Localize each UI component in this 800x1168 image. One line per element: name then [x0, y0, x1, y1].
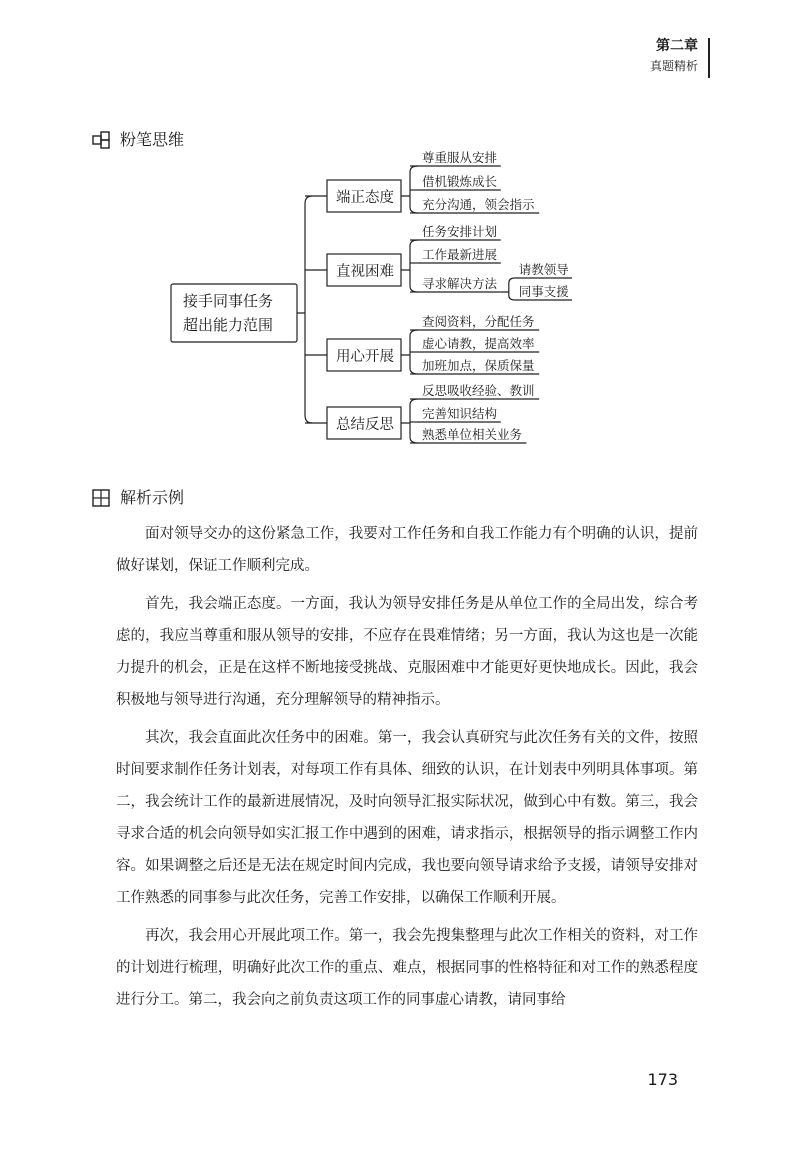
branch-node-label: 直视困难: [336, 264, 394, 280]
branch-node-label: 端正态度: [336, 190, 394, 206]
mindmap-title-text: 粉笔思维: [120, 130, 185, 149]
page-number: 173: [647, 1070, 678, 1089]
analysis-body: [116, 518, 698, 1022]
leaf-item: 工作最新进展: [422, 247, 498, 262]
mind-map-diagram: [0, 0, 800, 480]
root-node-line: 接手同事任务: [183, 292, 274, 310]
leaf-item: 虚心请教，提高效率: [422, 336, 535, 351]
branch-node-label: 用心开展: [336, 349, 394, 365]
leaf-item: 查阅资料，分配任务: [422, 314, 535, 329]
chapter-label: 第二章: [656, 38, 698, 54]
paragraph: 面对领导交办的这份紧急工作，我要对工作任务和自我工作能力有个明确的认识，提前做好谋划，保证工作顺利完成。: [116, 526, 698, 574]
paragraph: 首先，我会端正态度。一方面，我认为领导安排任务是从单位工作的全局出发，综合考虑的，我应当尊重和服从领导的安排，不应存在畏难情绪；另一方面，我认为这也是一次能力提升的机会，正是在这样不断地接受挑战、克服困难中才能更好更快地成长。因此，我会积极地与领导进行沟通，充分理解领导的精神指示。: [116, 596, 698, 708]
leaf-item: 充分沟通，领会指示: [422, 197, 535, 212]
leaf-item: 尊重服从安排: [422, 150, 498, 165]
sub-leaf-item: 同事支援: [518, 284, 569, 299]
branch-bracket: [401, 240, 418, 292]
branch-node-label: 总结反思: [336, 417, 394, 433]
leaf-item: 加班加点，保质保量: [422, 358, 535, 373]
analysis-section-title: [92, 487, 184, 509]
root-bracket: [297, 196, 312, 423]
branch-bracket: [401, 399, 418, 443]
leaf-item: 寻求解决方法: [422, 276, 498, 291]
leaf-item: 任务安排计划: [422, 224, 498, 239]
root-node-line: 超出能力范围: [183, 316, 274, 334]
leaf-item: 完善知识结构: [422, 406, 498, 421]
grid-icon: [92, 489, 110, 507]
leaf-item: 反思吸收经验、教训: [422, 383, 535, 398]
leaf-item: 熟悉单位相关业务: [422, 427, 523, 442]
analysis-title-text: 解析示例: [120, 488, 185, 507]
sub-leaf-item: 请教领导: [518, 262, 569, 277]
sub-bracket: [501, 278, 515, 300]
paragraph: 其次，我会直面此次任务中的困难。第一，我会认真研究与此次任务有关的文件，按照时间要求制作任务计划表，对每项工作有具体、细致的认识，在计划表中列明具体事项。第二，我会统计工作的最新进展情况，及时向领导汇报实际状况，做到心中有数。第三，我会寻求合适的机会向领导如实汇报工作中遇到的困难，请求指示，根据领导的指示调整工作内容。如果调整之后还是无法在规定时间内完成，我也要向领导请求给予支援，请领导安排对工作熟悉的同事参与此次任务，完善工作安排，以确保工作顺利开展。: [116, 730, 698, 906]
paragraph: 再次，我会用心开展此项工作。第一，我会先搜集整理与此次工作相关的资料，对工作的计划进行梳理，明确好此次工作的重点、难点，根据同事的性格特征和对工作的熟悉程度进行分工。第二，我会向之前负责这项工作的同事虚心请教，请同事给: [116, 928, 698, 1008]
leaf-item: 借机锻炼成长: [422, 174, 498, 189]
chapter-subtitle: 真题精析: [649, 59, 698, 73]
